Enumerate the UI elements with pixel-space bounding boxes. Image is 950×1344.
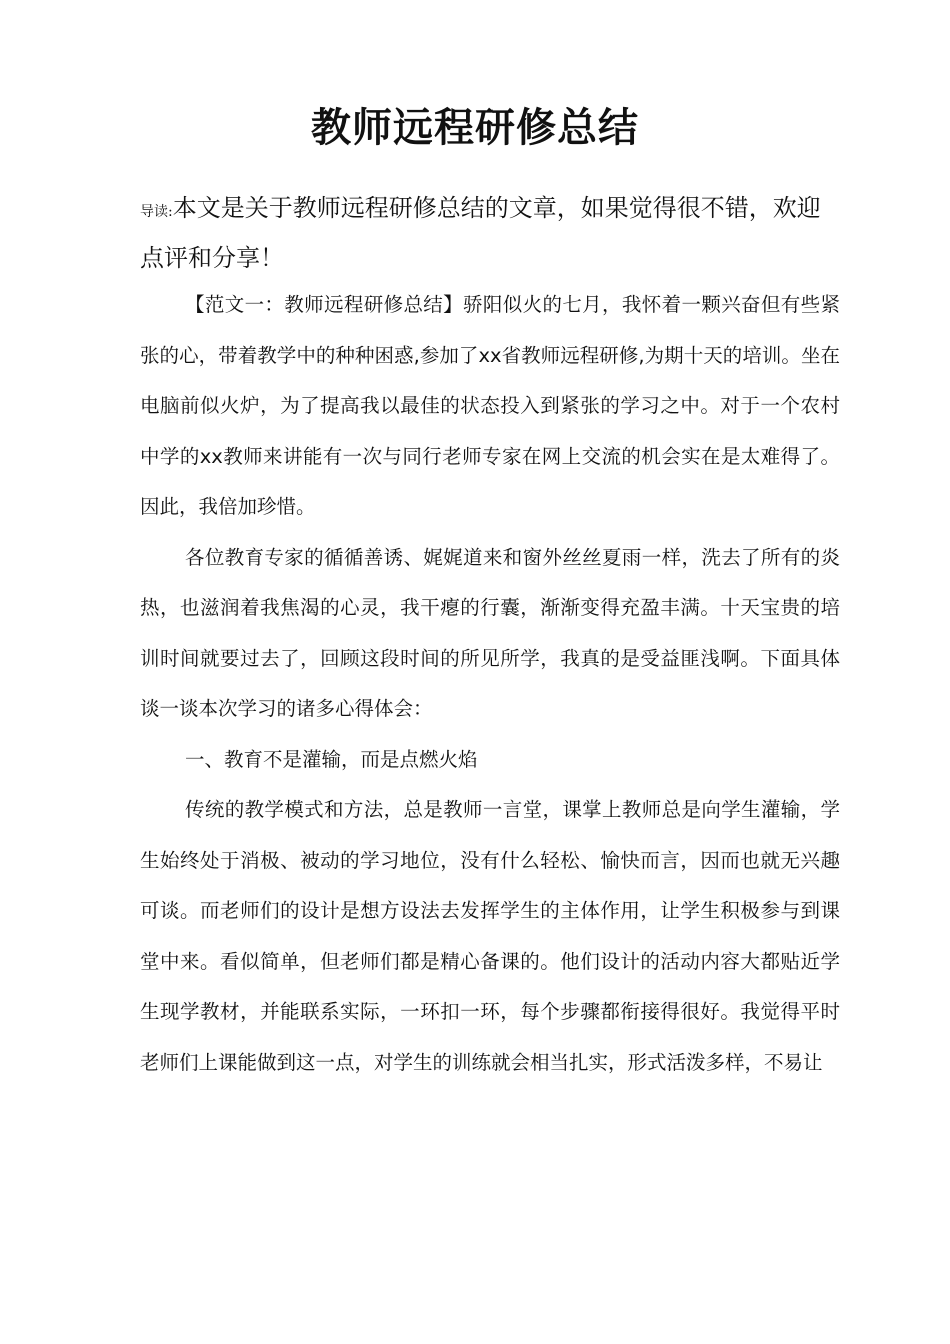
section-heading: 一、教育不是灌输，而是点燃火焰 [185, 747, 478, 771]
body-paragraph-2: 各位教育专家的循循善诱、娓娓道来和窗外丝丝夏雨一样，洗去了所有的炎热，也滋润着我焦渴的心灵，我干瘪的行囊，渐渐变得充盈丰满。十天宝贵的培训时间就要过去了，回顾这段时间的所见所学，我真的是受益匪浅啊。下面具体谈一谈本次学习的诸多心得体会： [140, 545, 840, 720]
body-paragraph-3: 传统的教学模式和方法，总是教师一言堂，课掌上教师总是向学生灌输，学生始终处于消极、被动的学习地位，没有什么轻松、愉快而言，因而也就无兴趣可谈。而老师们的设计是想方设法去发挥学生的主体作用，让学生积极参与到课堂中来。看似简单，但老师们都是精心备课的。他们设计的活动内容大都贴近学生现学教材，并能联系实际，一环扣一环，每个步骤都衔接得很好。我觉得平时老师们上课能做到这一点，对学生的训练就会相当扎实，形式活泼多样，不易让 [140, 798, 840, 1074]
document-title: 教师远程研修总结 [311, 105, 639, 151]
body-paragraph-1: 【范文一：教师远程研修总结】骄阳似火的七月，我怀着一颗兴奋但有些紧张的心，带着教学中的种种困惑,参加了xx省教师远程研修,为期十天的培训。坐在电脑前似火炉，为了提高我以最佳的状态投入到紧张的学习之中。对于一个农村中学的xx教师来讲能有一次与同行老师专家在网上交流的机会实在是太难得了。因此，我倍加珍惜。 [140, 293, 840, 518]
document-body [140, 280, 840, 1088]
intro-label: 导读: [140, 204, 173, 220]
intro-text: 本文是关于教师远程研修总结的文章，如果觉得很不错，欢迎点评和分享！ [140, 194, 821, 272]
intro-block [140, 185, 840, 281]
